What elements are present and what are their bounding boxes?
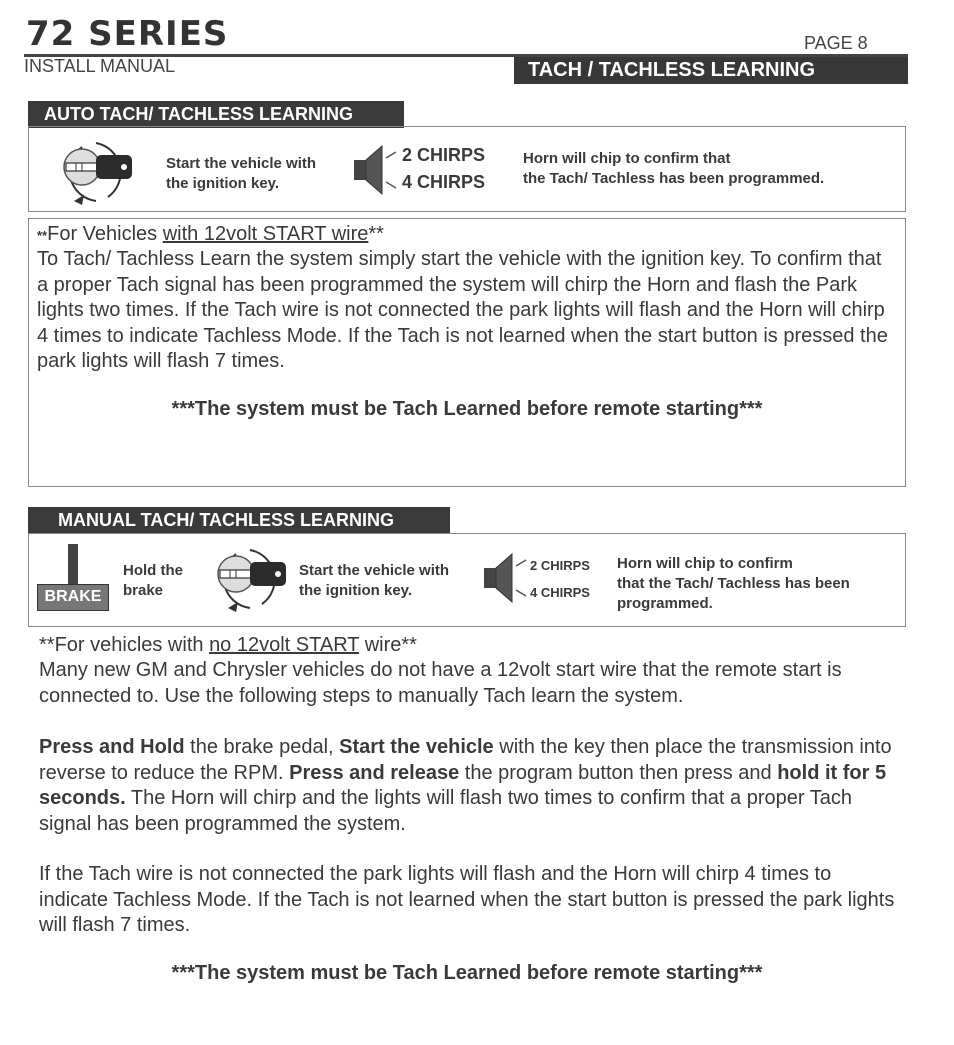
note-suffix: ** <box>368 223 384 245</box>
manual-tachless-paragraph: If the Tach wire is not connected the park lights will flash and the Horn will chirp 4 times to indicate Tachless Mode. If the Tach is not learned when the start button is pressed the park lights will flash 7 times. <box>39 863 895 936</box>
series-title: 72 SERIES <box>26 14 229 54</box>
step-text: with the key then place the transmission into reverse to reduce the RPM. <box>39 736 892 784</box>
hold-brake-text-1: Hold the <box>123 562 183 579</box>
ignition-key-icon <box>56 137 136 207</box>
auto-note-heading <box>37 222 897 249</box>
ignition-key-icon <box>210 544 290 614</box>
note-underlined: no 12volt START <box>209 634 360 656</box>
manual-chirps-2: 2 CHIRPS <box>530 558 590 573</box>
step-press-release: Press and release <box>289 761 460 784</box>
auto-chirps-4: 4 CHIRPS <box>402 172 486 192</box>
note-lead: **For vehicles with <box>39 634 210 656</box>
manual-chirps-4: 4 CHIRPS <box>530 585 590 600</box>
manual-intro-paragraph: Many new GM and Chrysler vehicles do not have a 12volt start wire that the remote start is connected to. Use the following steps to manually Tach learn the system. <box>39 659 842 707</box>
step-hold-5-seconds: hold it for 5 seconds. <box>39 761 887 809</box>
auto-body-paragraph: To Tach/ Tachless Learn the system simply start the vehicle with the ignition key. To confirm that a proper Tach signal has been programmed the system will chirp the Horn and flash the Park lights two times. If the Tach wire is not connected the park lights will flash and the Horn will chirp 4 times to indicate Tachless Mode. If the Tach is not learned when the start button is pressed the park lights will flash 7 times. <box>37 248 888 372</box>
page-number: PAGE 8 <box>804 33 868 53</box>
manual-steps-paragraph <box>39 735 899 837</box>
step-text: the program button then press and <box>459 761 778 784</box>
section-title-banner: TACH / TACHLESS LEARNING <box>514 57 908 84</box>
auto-start-text-2: the ignition key. <box>166 175 280 192</box>
brake-pedal-icon <box>68 544 78 584</box>
manual-start-text-2: the ignition key. <box>299 582 413 599</box>
manual-start-text-1: Start the vehicle with <box>299 562 450 579</box>
note-underlined: with 12volt START wire <box>162 223 369 245</box>
step-press-hold: Press and Hold <box>39 736 185 758</box>
step-start-vehicle: Start the vehicle <box>339 736 494 758</box>
horn-speaker-icon <box>482 552 530 604</box>
brake-label: BRAKE <box>37 584 109 611</box>
auto-result-text-1: Horn will chip to confirm that <box>523 150 731 167</box>
note-suffix: wire** <box>359 634 417 656</box>
manual-note-heading <box>39 633 899 659</box>
horn-speaker-icon <box>352 144 400 196</box>
manual-result-text-1: Horn will chip to confirm <box>617 555 793 572</box>
auto-warning: ***The system must be Tach Learned before remote starting*** <box>171 398 763 420</box>
step-text: the brake pedal, <box>184 736 340 758</box>
manual-result-text-3: programmed. <box>617 595 713 612</box>
manual-tach-tab: MANUAL TACH/ TACHLESS LEARNING <box>28 507 450 534</box>
manual-label: INSTALL MANUAL <box>24 56 176 76</box>
auto-tach-tab: AUTO TACH/ TACHLESS LEARNING <box>28 101 404 128</box>
auto-chirps-2: 2 CHIRPS <box>402 145 486 165</box>
note-lead: For Vehicles <box>47 223 163 245</box>
manual-warning: ***The system must be Tach Learned before remote starting*** <box>171 962 763 984</box>
auto-result-text-2: the Tach/ Tachless has been programmed. <box>523 170 825 187</box>
step-text: The Horn will chirp and the lights will flash two times to confirm that a proper Tach signal has been programmed the system. <box>39 787 852 835</box>
note-stars: ** <box>37 228 48 243</box>
auto-start-text-1: Start the vehicle with <box>166 155 317 172</box>
manual-result-text-2: that the Tach/ Tachless has been <box>617 575 850 592</box>
hold-brake-text-2: brake <box>123 582 164 599</box>
